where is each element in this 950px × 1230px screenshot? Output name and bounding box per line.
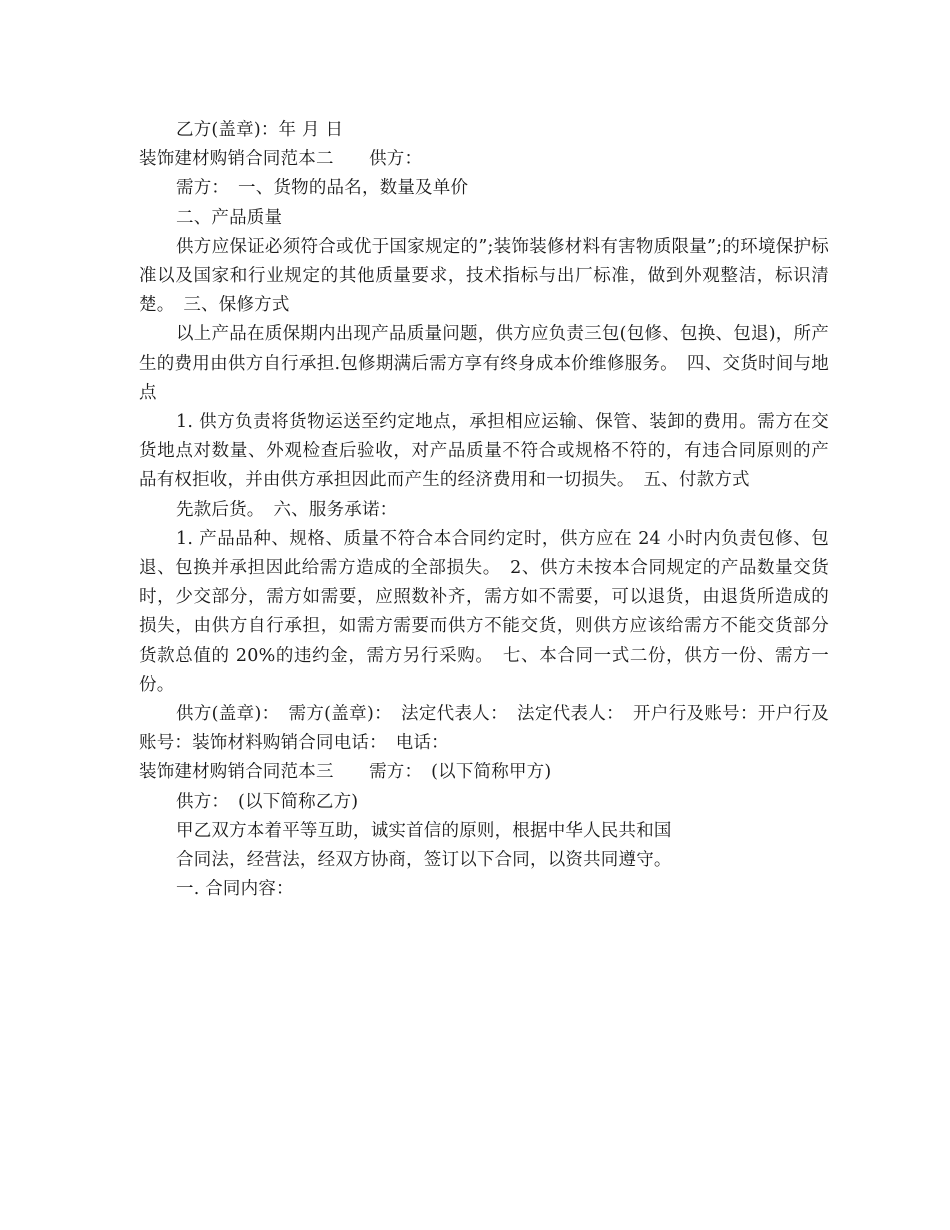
- paragraph-quality-heading: 二、产品质量: [176, 207, 283, 228]
- paragraph-principles: 甲乙双方本着平等互助，诚实首信的原则，根据中华人民共和国: [176, 820, 672, 841]
- paragraph-buyer-goods: 需方： 一、货物的品名，数量及单价: [176, 178, 469, 199]
- paragraph-warranty-terms: 以上产品在质保期内出现产品质量问题，供方应负责三包(包修、包换、包退)，所产生的费用由供方自行承担.包修期满后需方享有终身成本价维修服务。 四、交货时间与地点: [139, 324, 829, 403]
- paragraph-signatures: 供方(盖章)： 需方(盖章)： 法定代表人： 法定代表人： 开户行及账号：开户行及账号：装饰材料购销合同电话： 电话：: [139, 704, 829, 754]
- paragraph-supplier-party-b: 供方： (以下简称乙方): [176, 791, 359, 812]
- document-body: [139, 116, 829, 904]
- paragraph-template-two-heading: 装饰建材购销合同范本二 供方：: [139, 149, 423, 170]
- paragraph-quality-terms: 供方应保证必须符合或优于国家规定的”;装饰装修材料有害物质限量”;的环境保护标准以及国家和行业规定的其他质量要求，技术指标与出厂标准，做到外观整洁，标识清楚。 三、保修方式: [139, 236, 829, 316]
- paragraph-service-terms: 1. 产品品种、规格、质量不符合本合同约定时，供方应在 24 小时内负责包修、包退、包换并承担因此给需方造成的全部损失。 2、供方未按本合同规定的产品数量交货时，少交部分，需方如需要，应照数补齐，需方如不需要，可以退货，由退货所造成的损失，由供方自行承担，如需方需要而供方不能交货，则供方应该给需方不能交货部分货款总值的 20%的违约金，需方另行采购。 七、本合同一式二份，供方一份、需方一份。: [139, 528, 829, 695]
- paragraph-template-three-heading: 装饰建材购销合同范本三 需方： (以下简称甲方): [139, 762, 552, 783]
- paragraph-contract-content-heading: 一. 合同内容：: [176, 879, 294, 900]
- paragraph-delivery-terms: 1. 供方负责将货物运送至约定地点，承担相应运输、保管、装卸的费用。需方在交货地点对数量、外观检查后验收，对产品质量不符合或规格不符的，有违合同原则的产品有权拒收，并由供方承担因此而产生的经济费用和一切损失。 五、付款方式: [139, 412, 829, 491]
- paragraph-payment-terms: 先款后货。 六、服务承诺：: [176, 499, 398, 520]
- paragraph-legal-basis: 合同法，经营法，经双方协商，签订以下合同，以资共同遵守。: [176, 850, 672, 871]
- paragraph-party-b-seal: 乙方(盖章)：年 月 日: [176, 120, 344, 140]
